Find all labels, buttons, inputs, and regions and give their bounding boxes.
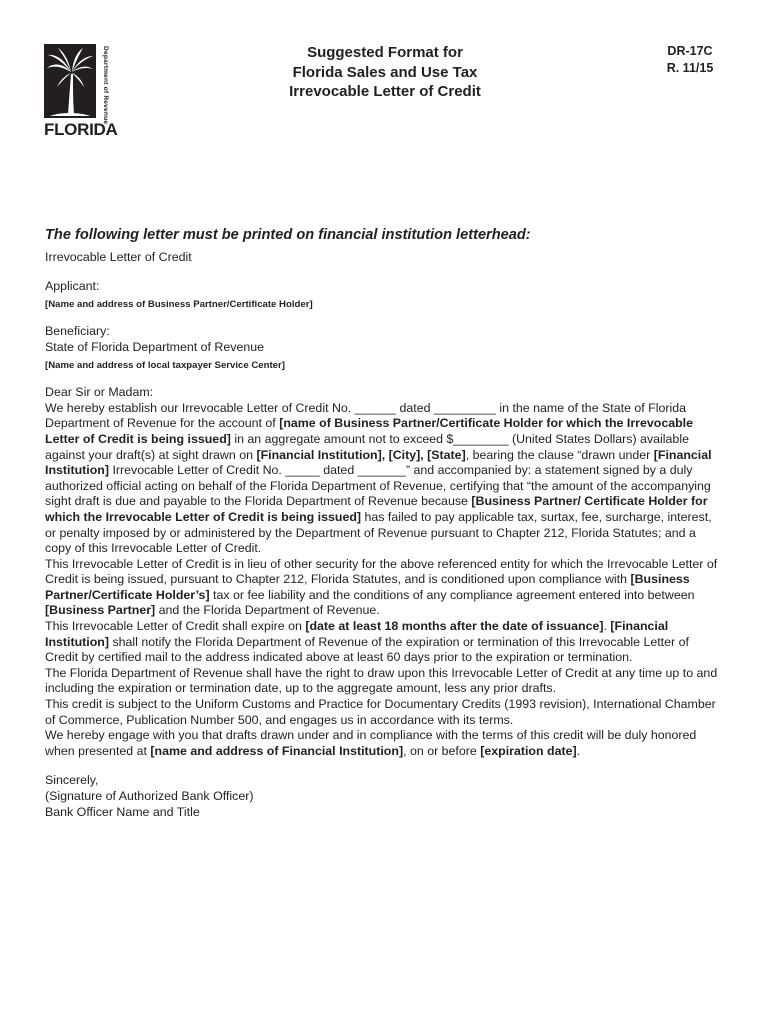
paragraph-expiration: [45, 619, 725, 666]
title-line-3: Irrevocable Letter of Credit: [289, 83, 481, 100]
paragraph-right-to-draw: The Florida Department of Revenue shall have the right to draw upon this Irrevocable Letter of Credit at any time up to and including the expiration or termination date, up to the aggregate amount, less any prior drafts.: [45, 665, 718, 696]
p2-text-3: and the Florida Department of Revenue.: [155, 603, 380, 618]
p1-text-2: in an aggregate amount not to exceed $________ (United States Dollars) available against your draft(s) at sight drawn on: [45, 431, 689, 462]
beneficiary-name: State of Florida Department of Revenue: [45, 339, 265, 354]
p3-bold-2: [Financial Institution]: [45, 619, 669, 649]
p6-bold-1: [name and address of Financial Institution]: [150, 743, 404, 758]
p1-text-5: has failed to pay applicable tax, surtax, fee, surcharge, interest, or penalty imposed by or administered by the Department of Revenue pursuant to Chapter 212, Florida Statutes; and a copy of this Irrevocable Letter of Credit.: [45, 509, 712, 556]
beneficiary-label: Beneficiary:: [45, 324, 110, 339]
form-title: [230, 43, 540, 102]
p1-bold-1: [name of Business Partner/Certificate Holder for which the Irrevocable Letter of Credit is being issued]: [45, 416, 694, 446]
palm-tree-icon: [44, 44, 96, 118]
p2-bold-2: [Business Partner]: [45, 603, 156, 618]
signature-line: (Signature of Authorized Bank Officer): [45, 789, 254, 803]
p3-text-3: shall notify the Florida Department of Revenue of the expiration or termination of this Irrevocable Letter of Credit by certified mail to the address indicated above at least 60 days prior to the expiration or termination.: [45, 634, 689, 665]
closing: Sincerely,: [45, 773, 99, 788]
beneficiary-placeholder: [Name and address of local taxpayer Service Center]: [45, 359, 285, 371]
p1-bold-3: [Financial Institution]: [45, 447, 712, 478]
letter-body: [45, 228, 725, 820]
paragraph-engagement: [45, 728, 725, 759]
p1-text-1: We hereby establish our Irrevocable Letter of Credit No. ______ dated _________ in the name of the State of Florida Department of Revenue for the account of: [45, 400, 687, 431]
letter-heading: Irrevocable Letter of Credit: [45, 249, 192, 264]
p3-bold-1: [date at least 18 months after the date of issuance]: [305, 619, 604, 634]
florida-dor-logo: [44, 44, 118, 142]
p2-text-1: This Irrevocable Letter of Credit is in lieu of other security for the above referenced entity for which the Irrevocable Letter of Credit is being issued, pursuant to Chapter 212, Florida Statutes, and is conditioned upon compliance with: [45, 556, 718, 587]
logo-department-text: Department of Revenue: [102, 46, 109, 125]
logo-florida-wordmark: FLORIDA: [44, 120, 118, 139]
p1-bold-2: [Financial Institution], [City], [State]: [256, 447, 466, 462]
form-number: DR-17C: [667, 44, 713, 58]
form-number-block: [660, 43, 720, 76]
p6-text-1: We hereby engage with you that drafts drawn under and in compliance with the terms of this credit will be duly honored when presented at: [45, 728, 697, 758]
title-line-2: Florida Sales and Use Tax: [292, 63, 478, 81]
p6-text-2: , on or before: [403, 743, 481, 758]
applicant-placeholder: [Name and address of Business Partner/Certificate Holder]: [45, 298, 313, 310]
applicant-label: Applicant:: [45, 279, 100, 294]
title-line-1: Suggested Format for: [307, 44, 463, 61]
p6-text-3: .: [576, 743, 581, 758]
p3-text-1: This Irrevocable Letter of Credit shall expire on: [45, 619, 306, 634]
p2-bold-1: [Business Partner/Certificate Holder’s]: [45, 572, 690, 602]
p2-text-2: tax or fee liability and the conditions of any compliance agreement entered into between: [209, 587, 695, 602]
officer-name-title: Bank Officer Name and Title: [45, 804, 200, 819]
paragraph-uniform-customs: This credit is subject to the Uniform Customs and Practice for Documentary Credits (1993 revision), International Chamber of Commerce, Publication Number 500, and engages us in accordance with its terms.: [45, 697, 716, 727]
salutation: Dear Sir or Madam:: [45, 385, 154, 400]
p3-text-2: .: [603, 619, 611, 634]
p1-text-3: , bearing the clause “drawn under: [465, 447, 654, 462]
p6-bold-2: [expiration date]: [480, 743, 577, 758]
p1-bold-4: [Business Partner/ Certificate Holder for which the Irrevocable Letter of Credit is being issued]: [45, 494, 708, 524]
paragraph-in-lieu-of-security: [45, 557, 725, 619]
letterhead-instruction: The following letter must be printed on financial institution letterhead:: [45, 227, 531, 243]
p1-text-4: Irrevocable Letter of Credit No. _____ dated _______” and accompanied by: a statement signed by a duly authorized official acting on behalf of the Florida Department of Revenue, certifying that “the amount of the accompanying sight draft is due and payable to the Florida Department of Revenue because: [45, 463, 711, 509]
paragraph-establish-credit: [45, 401, 725, 557]
form-revision: R. 11/15: [666, 60, 714, 75]
